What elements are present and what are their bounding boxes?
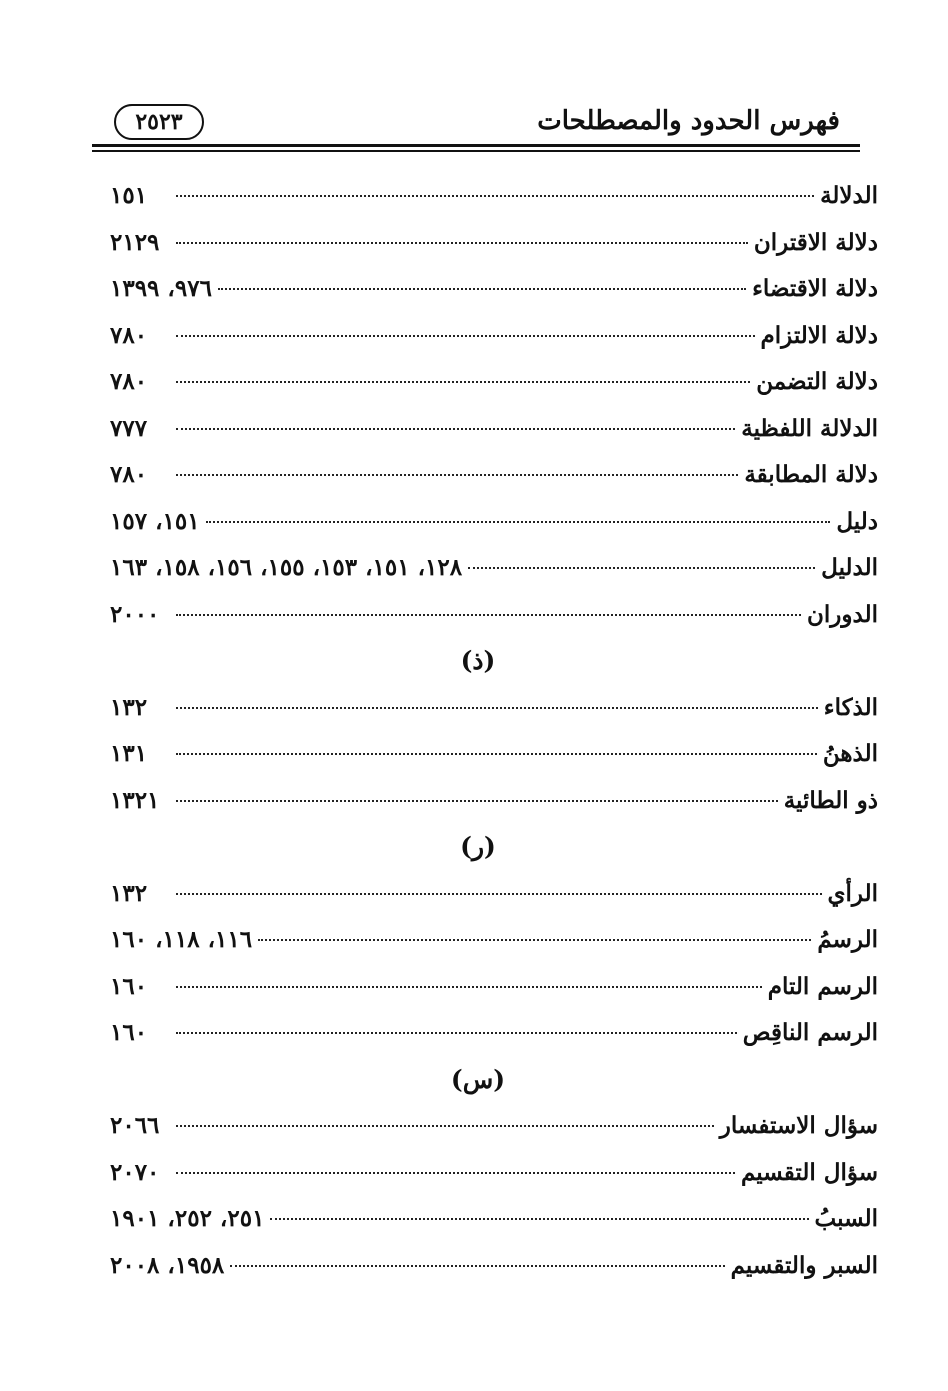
dot-leader [258,939,811,941]
index-entry [110,173,878,220]
index-pages: ١٦٠ [110,1019,148,1046]
index-entry [110,871,878,918]
dot-leader [176,195,814,197]
dot-leader [176,753,817,755]
index-term: السبر والتقسيم [730,1251,878,1279]
index-entry [110,359,878,406]
dot-leader [270,1218,808,1220]
index-term: دلالة التضمن [756,368,878,395]
index-pages: ٢٠٦٦ [110,1112,160,1139]
dot-leader [206,521,831,523]
index-entry [110,220,878,267]
index-entry [110,685,878,732]
index-entry [110,592,878,639]
index-term: الدلالة اللفظية [741,414,878,442]
index-entry [110,1243,878,1290]
dot-leader [468,567,815,569]
page-number-badge: ٢٥٢٣ [114,104,204,140]
index-pages: ٧٨٠ [110,321,148,349]
dot-leader [176,1125,714,1127]
index-entry [110,313,878,360]
header-rule-thick [92,144,860,147]
section-heading-ra: (ر) [460,832,496,861]
index-pages: ١٥١ [110,182,148,209]
index-pages: ١٣٢١ [110,786,160,814]
index-pages: ١٣٢ [110,879,148,907]
dot-leader [176,381,750,383]
index-term: دلالة الاقتضاء [752,275,878,302]
index-entry [110,1103,878,1150]
index-pages: ١٩٥٨، ٢٠٠٨ [110,1251,225,1279]
dot-leader [230,1265,724,1267]
dot-leader [218,288,746,290]
index-term: الذكاء [823,693,878,721]
index-term: الرأي [827,879,878,907]
section-heading-dhal: (ذ) [460,646,496,675]
dot-leader [176,614,801,616]
index-entry [110,964,878,1011]
index-pages: ٧٨٠ [110,461,148,488]
index-pages: ١٣٢ [110,693,148,721]
section-heading-sin: (س) [450,1064,506,1094]
index-pages: ٩٧٦، ١٣٩٩ [110,275,212,302]
index-pages: ١٢٨، ١٥١، ١٥٣، ١٥٥، ١٥٦، ١٥٨، ١٦٣ [110,554,463,581]
page-title: فهرس الحدود والمصطلحات [537,106,840,136]
index-term: ذو الطائية [783,786,878,814]
index-pages: ٢١٢٩ [110,228,160,256]
index-entry [110,778,878,825]
index-term: الرسم الناقِص [742,1019,878,1046]
index-term: دلالة الالتزام [760,321,878,349]
index-entry [110,917,878,964]
index-pages: ١٦٠ [110,972,148,1000]
index-pages: ١٥١، ١٥٧ [110,507,200,535]
index-pages: ٢٠٠٠ [110,600,160,628]
page-header [92,100,860,146]
index-term: الرسمُ [817,926,878,953]
index-term: الدلالة [820,182,878,209]
index-term: الدوران [807,600,878,628]
index-term: الدليل [821,554,878,581]
dot-leader [176,474,738,476]
index-pages: ٢٠٧٠ [110,1158,160,1186]
index-term: دلالة المطابقة [744,461,878,488]
index-entry [110,266,878,313]
index-term: السببُ [814,1205,878,1232]
index-pages: ١١٦، ١١٨، ١٦٠ [110,926,253,953]
dot-leader [176,707,818,709]
index-list [110,173,878,1289]
index-pages: ٧٨٠ [110,368,148,395]
dot-leader [176,1172,735,1174]
index-entry [110,1196,878,1243]
dot-leader [176,800,778,802]
index-term: دلالة الاقتران [753,228,878,256]
index-pages: ١٣١ [110,740,148,767]
dot-leader [176,1032,737,1034]
index-term: سؤال التقسيم [740,1158,878,1186]
dot-leader [176,242,748,244]
index-pages: ٢٥١، ٢٥٢، ١٩٠١ [110,1205,265,1232]
index-entry [110,406,878,453]
index-term: الرسم التام [767,972,878,1000]
index-term: الذهنُ [822,740,878,767]
dot-leader [176,335,755,337]
index-pages: ٧٧٧ [110,414,148,442]
index-term: دليل [836,507,878,535]
index-term: سؤال الاستفسار [719,1112,878,1139]
index-entry [110,545,878,592]
dot-leader [176,893,822,895]
index-entry [110,1010,878,1057]
index-entry [110,452,878,499]
dot-leader [176,986,762,988]
header-rule-thin [92,150,860,152]
index-entry [110,731,878,778]
index-entry [110,1150,878,1197]
dot-leader [176,428,735,430]
index-entry [110,499,878,546]
